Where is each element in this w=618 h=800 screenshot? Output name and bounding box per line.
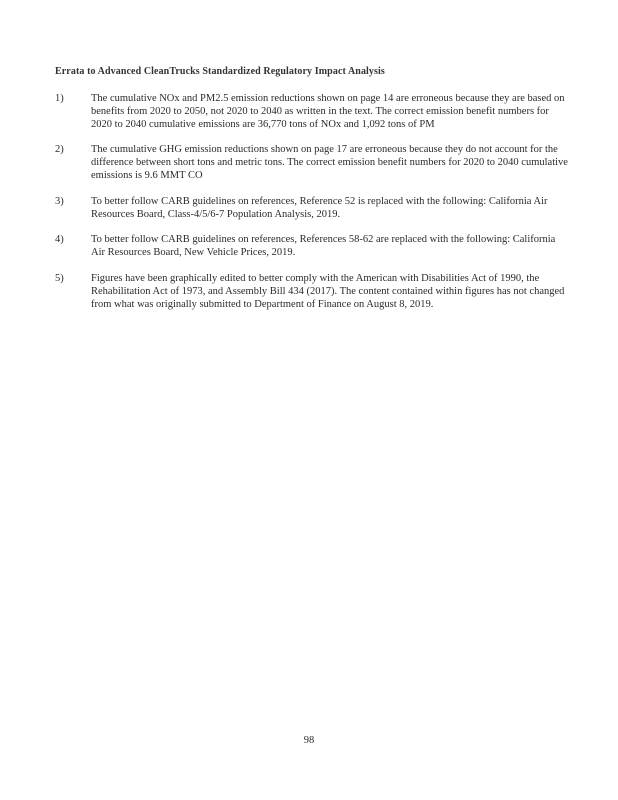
item-text: To better follow CARB guidelines on references, Reference 52 is replaced with the following: California Air Resources Board, Class-4/5/6-7 Population Analysis, 2019. xyxy=(91,195,548,220)
item-text: The cumulative NOx and PM2.5 emission reductions shown on page 14 are erroneous because they are based on benefits from 2020 to 2050, not 2020 to 2040 as written in the text. The correct emission benefit numbers for 2020 to 2040 cumulative emissions are 36,770 tons of NOx and 1,092 tons of PM xyxy=(91,93,565,130)
item-number: 2) xyxy=(55,144,64,156)
document-title: Errata to Advanced CleanTrucks Standardized Regulatory Impact Analysis xyxy=(55,66,385,77)
item-text: To better follow CARB guidelines on references, References 58-62 are replaced with the following: California Air Resources Board, New Vehicle Prices, 2019. xyxy=(91,234,556,259)
errata-item-2 xyxy=(55,144,575,182)
errata-item-5 xyxy=(55,273,575,311)
item-number: 1) xyxy=(55,93,64,104)
item-number: 4) xyxy=(55,234,64,246)
errata-item-1 xyxy=(55,93,575,131)
errata-item-4 xyxy=(55,234,575,260)
item-text: Figures have been graphically edited to better comply with the American with Disabilities Act of 1990, the Rehabilitation Act of 1973, and Assembly Bill 434 (2017). The content contained within figures has not changed from what was originally submitted to Department of Finance on August 8, 2019. xyxy=(91,272,565,310)
errata-item-3 xyxy=(55,196,575,222)
page-number: 98 xyxy=(303,735,315,746)
errata-list xyxy=(55,93,575,324)
item-number: 5) xyxy=(55,272,64,284)
item-number: 3) xyxy=(55,195,64,207)
item-text: The cumulative GHG emission reductions shown on page 17 are erroneous because they do not account for the difference between short tons and metric tons. The correct emission benefit numbers for 2020 to 2040 cumulative emissions is 9.6 MMT CO xyxy=(91,144,568,181)
